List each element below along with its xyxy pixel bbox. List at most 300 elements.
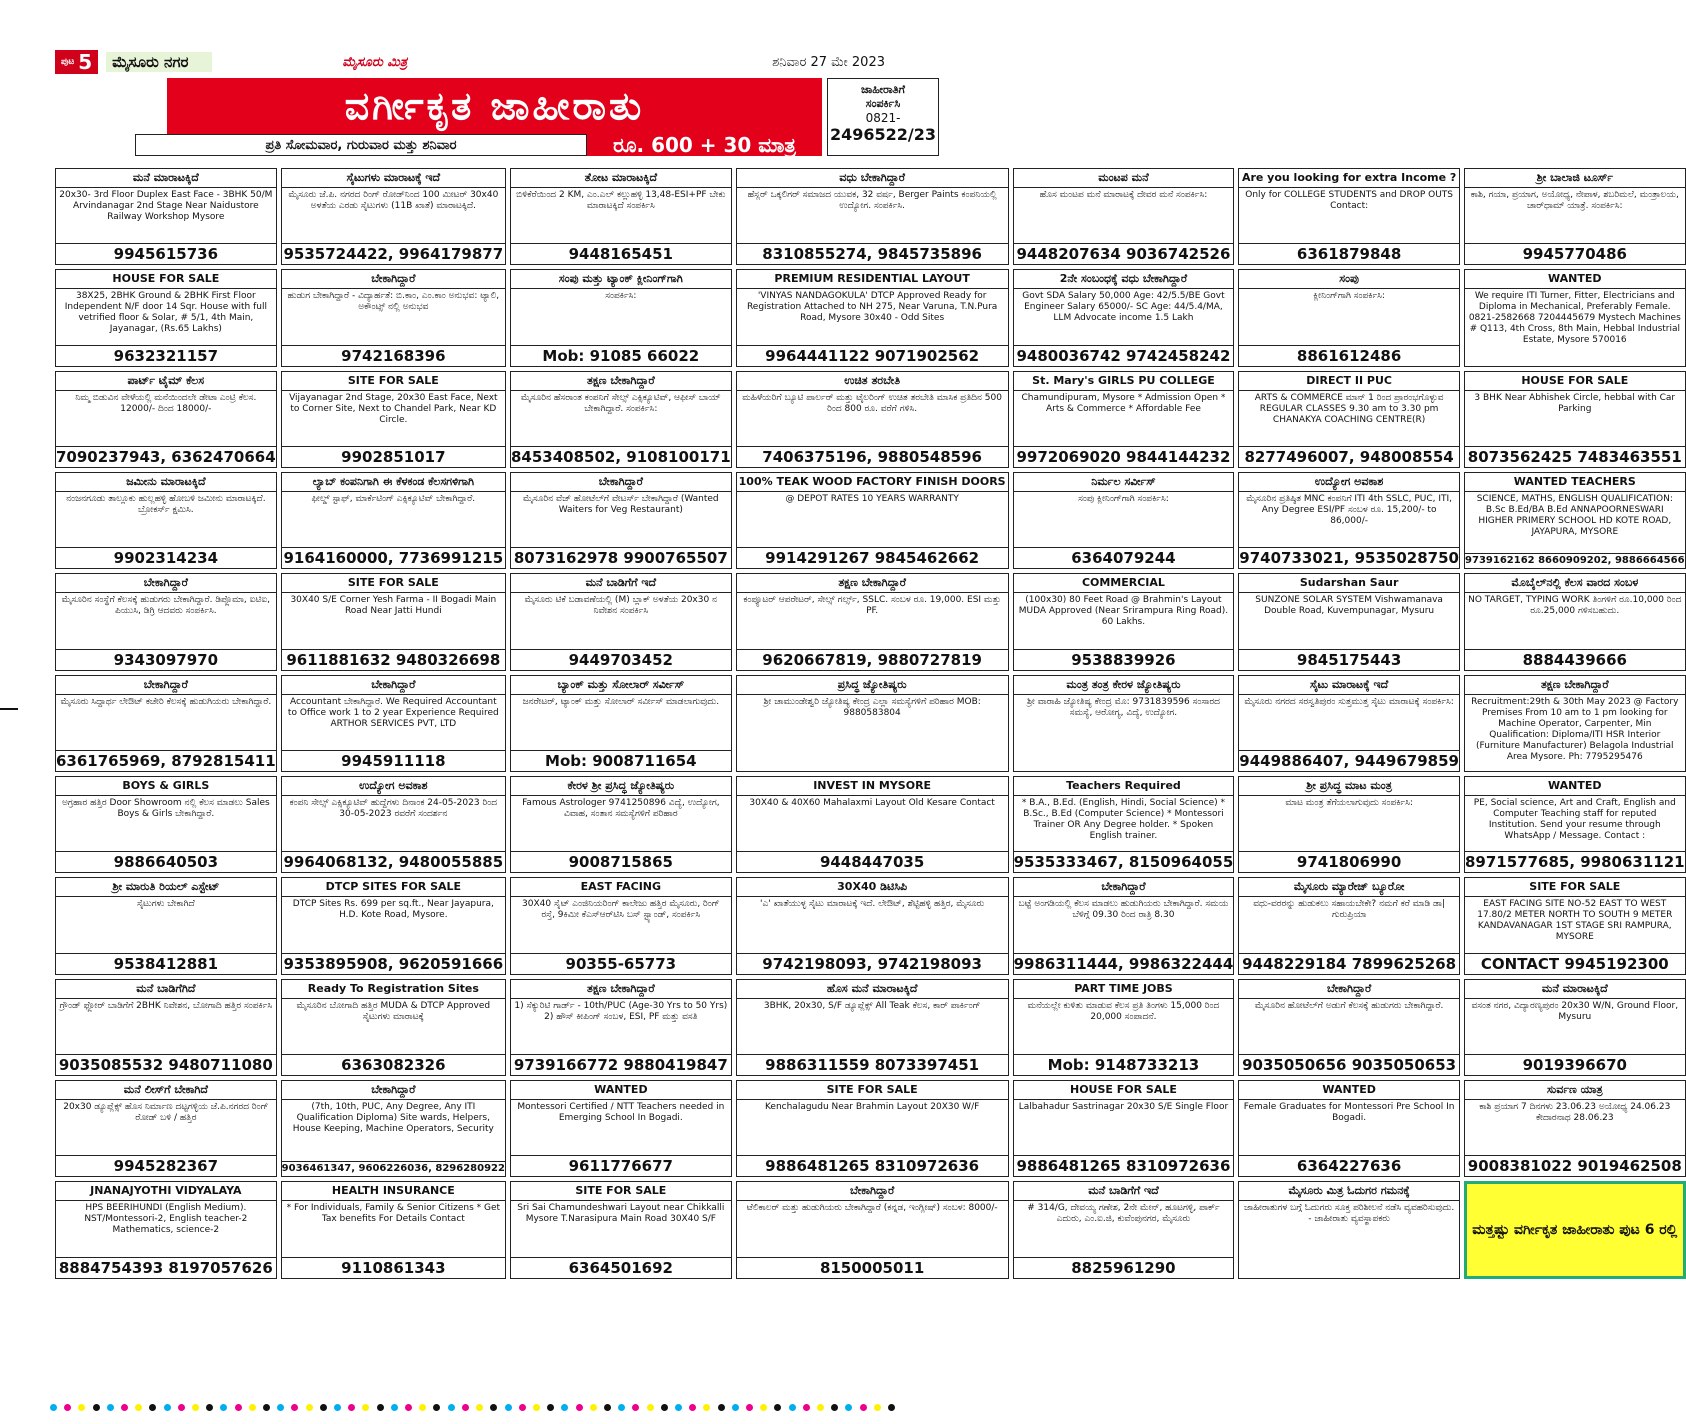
ad-phone: 9035085532 9480711080 — [56, 1054, 276, 1075]
registration-dot — [774, 1404, 781, 1411]
classified-ads-grid — [55, 168, 1685, 1380]
classified-ad — [510, 1181, 732, 1278]
ad-heading: ತಕ್ಷಣ ಬೇಕಾಗಿದ್ದಾರೆ — [511, 980, 731, 999]
ad-heading: ಮನೆ ಬಾಡಿಗೆಗೆ ಇದೆ — [511, 574, 731, 593]
classified-ad — [736, 1080, 1009, 1177]
classified-ad — [1238, 675, 1460, 772]
ad-body: ಕಂಪನಿ ಸೇಲ್ಸ್ ಎಕ್ಸಿಕ್ಯೂಟಿವ್ ಹುದ್ದೆಗಳು ದಿನಾಂಕ 24-05-2023 ರಿಂದ 30-05-2023 ರವರೆಗೆ ಸಂದರ್ಶನ — [289, 798, 498, 819]
paper-name: ಮೈಸೂರು ಮಿತ್ರ — [342, 54, 408, 70]
ad-body: ಜನರೇಟರ್, ಟ್ಯಾಂಕ್ ಮತ್ತು ಸೋಲಾರ್ ಸರ್ವೀಸ್ ಮಾಡಲಾಗುವುದು. — [522, 696, 720, 707]
classified-ad — [736, 573, 1009, 670]
ad-body: Lalbahadur Sastrinagar 20x30 S/E Single Floor — [1018, 1102, 1229, 1112]
contact-line-1: ಜಾಹೀರಾತಿಗೆ — [861, 83, 905, 96]
registration-dot — [845, 1404, 852, 1411]
registration-dot — [689, 1404, 696, 1411]
ad-heading: Sudarshan Saur — [1239, 574, 1459, 593]
ad-body: ವಸಂತ ನಗರ, ವಿದ್ಯಾರಣ್ಯಪುರಂ 20x30 W/N, Ground Floor, Mysuru — [1471, 1000, 1679, 1022]
ad-phone: 9964441122 9071902562 — [737, 345, 1008, 366]
registration-dot — [419, 1404, 426, 1411]
classified-ad — [55, 1181, 277, 1278]
classified-ad — [55, 979, 277, 1076]
ad-phone: 9742198093, 9742198093 — [737, 953, 1008, 974]
page-number: 5 — [78, 50, 93, 74]
ad-phone: 9448447035 — [737, 851, 1008, 872]
classified-ad — [1238, 168, 1460, 265]
classified-ad — [1013, 573, 1235, 670]
ad-phone: 6363082326 — [282, 1054, 505, 1075]
ad-body: SUNZONE SOLAR SYSTEM Vishwamanava Double Road, Kuvempunagar, Mysuru — [1255, 595, 1443, 617]
ad-body: ಟೆಲಿಕಾಲರ್ ಮತ್ತು ಹುಡುಗಿಯರು ಬೇಕಾಗಿದ್ದಾರೆ (ಕನ್ನಡ, ಇಂಗ್ಲೀಷ್) ಸಂಬಳ: 8000/- — [746, 1203, 998, 1214]
ad-heading: ತಕ್ಷಣ ಬೇಕಾಗಿದ್ದಾರೆ — [737, 574, 1008, 593]
registration-dot — [220, 1404, 227, 1411]
classified-ad — [1464, 877, 1686, 974]
ad-heading: ಮನೆ ಬಾಡಿಗೆಗಿದೆ — [56, 980, 276, 999]
ad-phone: 9110861343 — [282, 1257, 505, 1278]
registration-dot — [405, 1404, 412, 1411]
page-number-badge — [55, 50, 98, 74]
ad-body: ನಂಜನಗೂಡು ತಾಲ್ಲೂಕು ಹುಲ್ಲಹಳ್ಳಿ ಹೋಬಳಿ ಜಮೀನು ಮಾರಾಟಕ್ಕಿದೆ. ಬ್ರೋಕರ್ಸ್ ಕ್ಷಮಿಸಿ. — [66, 494, 266, 515]
contact-line-3: 0821- — [865, 111, 901, 125]
classified-ad — [1464, 168, 1686, 265]
ad-heading: ಸೈಟುಗಳು ಮಾರಾಟಕ್ಕೆ ಇದೆ — [282, 169, 505, 188]
classified-ad — [1464, 371, 1686, 468]
ad-heading: ಪ್ರಸಿದ್ಧ ಜ್ಯೋತಿಷ್ಯರು — [737, 676, 1008, 695]
registration-dot — [675, 1404, 682, 1411]
classified-ad — [281, 776, 506, 873]
registration-dot — [149, 1404, 156, 1411]
ad-phone: 8825961290 — [1014, 1257, 1234, 1278]
ad-phone: 9448207634 9036742526 — [1014, 243, 1234, 264]
ad-phone: 9914291267 9845462662 — [737, 547, 1008, 568]
classified-ad — [1238, 776, 1460, 873]
registration-dot — [277, 1404, 284, 1411]
ad-phone: 9538412881 — [56, 953, 276, 974]
ad-phone: 9886311559 8073397451 — [737, 1054, 1008, 1075]
registration-dot — [192, 1404, 199, 1411]
contact-box — [827, 78, 939, 156]
classified-ad — [1464, 979, 1686, 1076]
ad-phone: 7406375196, 9880548596 — [737, 446, 1008, 467]
classified-ad — [1013, 371, 1235, 468]
classified-ad — [1464, 472, 1686, 569]
classified-ad — [736, 1181, 1009, 1278]
registration-dot — [576, 1404, 583, 1411]
ad-heading: HOUSE FOR SALE — [1014, 1081, 1234, 1100]
ad-body: Montessori Certified / NTT Teachers needed in Emerging School In Bogadi. — [517, 1102, 725, 1123]
classified-ad — [1013, 675, 1235, 772]
ad-heading: ತಕ್ಷಣ ಬೇಕಾಗಿದ್ದಾರೆ — [511, 372, 731, 391]
ad-heading: ಕೇರಳ ಶ್ರೀ ಪ್ರಸಿದ್ಧ ಜ್ಯೋತಿಷ್ಯರು — [511, 777, 731, 796]
ad-phone: 8073162978 9900765507 — [511, 547, 731, 568]
ad-body: * B.A., B.Ed. (English, Hindi, Social Science) * B.Sc., B.Ed (Computer Science) * Montessori Trainer OR Any Degree holder. * Spoken English trainer. — [1021, 798, 1225, 841]
registration-dot — [831, 1404, 838, 1411]
registration-dot — [618, 1404, 625, 1411]
ad-heading: ಬೇಕಾಗಿದ್ದಾರೆ — [511, 473, 731, 492]
ad-phone: 9035050656 9035050653 — [1239, 1054, 1459, 1075]
page-header — [55, 50, 885, 74]
ad-phone: 9448229184 7899625268 — [1239, 953, 1459, 974]
ad-body: ಶ್ರೀ ವಾರಾಹಿ ಜ್ಯೋತಿಷ್ಯ ಕೇಂದ್ರ ಮೊ: 9731839596 ಸಂಸಾರದ ಸಮಸ್ಯೆ, ಆರೋಗ್ಯ, ವಿದ್ಯೆ, ಉದ್ಯೋಗ. — [1026, 696, 1220, 718]
ad-phone: 9972069020 9844144232 — [1014, 446, 1234, 467]
ad-heading: ಬೇಕಾಗಿದ್ದಾರೆ — [737, 1182, 1008, 1201]
ad-body: ಮೈಸೂರು ಟಿಕೆ ಬಡಾವಣೆಯಲ್ಲಿ (M) ಬ್ಲಾಕ್ ಅಳತೆಯ 20x30 ನ ನಿವೇಶನ ಸಂಪರ್ಕಿಸಿ — [524, 595, 718, 617]
ad-heading: ಲ್ಯಾಬ್ ಕಂಪನಿಗಾಗಿ ಈ ಕೆಳಕಂಡ ಕೆಲಸಗಳಿಗಾಗಿ — [282, 473, 505, 492]
ad-phone: 9902851017 — [282, 446, 505, 467]
ad-phone: 6364079244 — [1014, 547, 1234, 568]
classified-ad — [55, 675, 277, 772]
registration-dot — [362, 1404, 369, 1411]
ad-phone: 8277496007, 948008554 — [1239, 446, 1459, 467]
ad-heading: WANTED — [511, 1081, 731, 1100]
ad-phone: 8884439666 — [1465, 649, 1685, 670]
ad-phone: 9739166772 9880419847 — [511, 1054, 731, 1075]
ad-heading: EAST FACING — [511, 878, 731, 897]
classified-ad — [510, 269, 732, 366]
ad-phone: 9964068132, 9480055885 — [283, 853, 504, 872]
registration-dot — [78, 1404, 85, 1411]
ad-body: Female Graduates for Montessori Pre School In Bogadi. — [1243, 1102, 1455, 1123]
ad-phone: 9480036742 9742458242 — [1014, 345, 1234, 366]
ad-heading: SITE FOR SALE — [737, 1081, 1008, 1100]
ad-body: ಮಾಟ ಮಂತ್ರ ತೆಗೆಯಲಾಗುವುದು ಸಂಪರ್ಕಿಸಿ: — [1285, 798, 1413, 808]
classified-ad — [1013, 979, 1235, 1076]
classified-ad — [55, 776, 277, 873]
registration-dot — [433, 1404, 440, 1411]
ad-phone: 6364501692 — [511, 1257, 731, 1278]
ad-phone: 9538839926 — [1014, 649, 1234, 670]
ad-heading: WANTED — [1239, 1081, 1459, 1100]
ad-heading: ಮನೆ ಲೀಸ್‌ಗೆ ಬೇಕಾಗಿದೆ — [56, 1081, 276, 1100]
ad-body: ಮೈಸೂರು ಸಿದ್ದಾರ್ಥ ಲೇಔಟ್ ಕಚೇರಿ ಕೆಲಸಕ್ಕೆ ಹುಡುಗಿಯರು ಬೇಕಾಗಿದ್ದಾರೆ. — [60, 696, 272, 707]
ad-phone: 9740733021, 9535028750 — [1239, 549, 1459, 568]
ad-phone: 9019396670 — [1465, 1054, 1685, 1075]
registration-dot — [476, 1404, 483, 1411]
classified-ad — [281, 979, 506, 1076]
ad-heading: JNANAJYOTHI VIDYALAYA — [56, 1182, 276, 1201]
classified-ad — [1238, 371, 1460, 468]
ad-heading: SITE FOR SALE — [282, 372, 505, 391]
registration-dot — [164, 1404, 171, 1411]
ad-body: Chamundipuram, Mysore * Admission Open * Arts & Commerce * Affordable Fee — [1021, 392, 1226, 414]
registration-dot — [888, 1404, 895, 1411]
ad-heading: ತಕ್ಷಣ ಬೇಕಾಗಿದ್ದಾರೆ — [1465, 676, 1685, 695]
classified-ad — [55, 1080, 277, 1177]
ad-heading: ಮನೆ ಮಾರಾಟಕ್ಕಿದೆ — [56, 169, 276, 188]
ad-heading: DIRECT II PUC — [1239, 372, 1459, 391]
ad-body: (7th, 10th, PUC, Any Degree, Any ITI Qualification Diploma) Site wards, Helpers, House Keeping, Machine Operators, Security — [292, 1102, 494, 1134]
classified-ad — [281, 168, 506, 265]
classified-ad — [510, 979, 732, 1076]
ad-heading: ಮನೆ ಮಾರಾಟಕ್ಕಿದೆ — [1465, 980, 1685, 999]
ad-phone: 9739162162 8660909202, 9886664566 — [1465, 555, 1685, 567]
registration-dot — [760, 1404, 767, 1411]
registration-dot — [306, 1404, 313, 1411]
classified-ad — [510, 472, 732, 569]
registration-dot — [490, 1404, 497, 1411]
classified-ad — [55, 269, 277, 366]
ad-body: ಬಿಳಿಕೆರೆಯಿಂದ 2 KM, ಎಂ.ಎಲ್ ಕಲ್ಲುಹಳ್ಳಿ 13,48-ESI+PF ಬೇಕು ಮಾರಾಟಕ್ಕಿದೆ ಸಂಪರ್ಕಿಸಿ — [516, 190, 726, 211]
ad-heading: ಬೇಕಾಗಿದ್ದಾರೆ — [56, 676, 276, 695]
registration-dot — [505, 1404, 512, 1411]
ad-phone: 6361765969, 8792815411 — [56, 752, 276, 770]
ad-body: We require ITI Turner, Fitter, Electricians and Diploma in Mechanical, Preferably Female. 0821-2582668 7204445679 Mystech Machines # Q113, 4th Cross, 8th Main, Hebbal Industrial Estate, Mysore 570016 — [1468, 291, 1681, 346]
classified-ad — [736, 269, 1009, 366]
ad-heading: ಸಂಪು ಮತ್ತು ಟ್ಯಾಂಕ್ ಕ್ಲೀನಿಂಗ್‌ಗಾಗಿ — [511, 270, 731, 289]
ad-heading: PREMIUM RESIDENTIAL LAYOUT — [737, 270, 1008, 289]
ad-phone: 9886481265 8310972636 — [737, 1155, 1008, 1176]
classified-ad — [281, 269, 506, 366]
page-label: ಪುಟ — [61, 57, 75, 67]
ad-heading: ಬೇಕಾಗಿದ್ದಾರೆ — [56, 574, 276, 593]
ad-body: ಮೈಸೂರಿನ ಸಂಸ್ಥೆಗೆ ಕೆಲಸಕ್ಕೆ ಹುಡುಗರು ಬೇಕಾಗಿದ್ದಾರೆ. ಡಿಪ್ಲೊಮಾ, ಐಟಿಐ, ಪಿಯುಸಿ, ಡಿಗ್ರಿ ಆದವರು ಸಂಪರ್ಕಿಸಿ. — [61, 595, 270, 617]
ad-body: 3BHK, 20x30, S/F ಡ್ಯೂಪ್ಲೆಕ್ಸ್ All Teak ಕೆಲಸ, ಕಾರ್ ಪಾರ್ಕಿಂಗ್ — [763, 1000, 981, 1011]
ad-body: Kenchalagudu Near Brahmin Layout 20X30 W/F — [764, 1102, 980, 1112]
registration-dot — [64, 1404, 71, 1411]
classified-ad — [510, 371, 732, 468]
registration-dot — [533, 1404, 540, 1411]
registration-dot — [206, 1404, 213, 1411]
ad-phone: Mob: 91085 66022 — [511, 345, 731, 366]
banner-price: ರೂ. 600 + 30 ಮಾತ್ರ — [587, 134, 822, 156]
ad-body: 38X25, 2BHK Ground & 2BHK First Floor Independent N/F door 14 Sqr. House with full vetrified floor & Solar, # 5/1, 4th Main, Jayanagar, (Rs.65 Lakhs) — [64, 291, 267, 335]
ad-heading: ಮಂತ್ರ ತಂತ್ರ ಕೇರಳ ಜ್ಯೋತಿಷ್ಯರು — [1014, 676, 1234, 695]
ad-heading: ಶ್ರೀ ಪ್ರಸಿದ್ಧ ಮಾಟ ಮಂತ್ರ — [1239, 777, 1459, 796]
ad-body: HPS BEERIHUNDI (English Medium). NST/Montessori-2, English teacher-2 Mathematics, science-2 — [84, 1203, 248, 1236]
classified-ad — [1464, 1181, 1686, 1278]
ad-phone: 9343097970 — [56, 649, 276, 670]
ad-body: Accountant ಬೇಕಾಗಿದ್ದಾರೆ. We Required Accountant to Office work 1 to 2 year Experience Required ARTHOR SERVICES PVT, LTD — [287, 696, 499, 729]
classified-ad — [736, 168, 1009, 265]
ad-body: PE, Social science, Art and Craft, English and Computer Teaching staff for reputed Institution. Send your resume through WhatsApp / Message. Contact : — [1473, 798, 1676, 841]
ad-phone: 8310855274, 9845735896 — [737, 243, 1008, 264]
registration-dot — [632, 1404, 639, 1411]
ad-phone: 9945282367 — [56, 1155, 276, 1176]
classified-ad — [55, 573, 277, 670]
classified-ad — [1238, 877, 1460, 974]
ad-heading: ಬೇಕಾಗಿದ್ದಾರೆ — [282, 676, 505, 695]
ad-phone: 9008715865 — [511, 851, 731, 872]
registration-dot — [377, 1404, 384, 1411]
ad-phone: 90355-65773 — [511, 953, 731, 974]
ad-body: @ DEPOT RATES 10 YEARS WARRANTY — [785, 494, 959, 504]
ad-body: Sri Sai Chamundeshwari Layout near Chikkalli Mysore T.Narasipura Main Road 30X40 S/F — [517, 1203, 725, 1225]
ad-phone: 6364227636 — [1239, 1155, 1459, 1176]
ad-body: ಮೈಸೂರಿನ ಬೋಗಾದಿ ಹತ್ತಿರ MUDA & DTCP Approved ಸೈಟುಗಳು ಮಾರಾಟಕ್ಕೆ — [296, 1000, 491, 1022]
registration-dot — [263, 1404, 270, 1411]
ad-heading: ಶ್ರೀ ಬಾಲಾಜಿ ಟೂರ್ಸ್ — [1465, 169, 1685, 188]
classified-ad — [55, 168, 277, 265]
classified-ad — [1464, 675, 1686, 772]
classified-ad — [736, 877, 1009, 974]
registration-dot — [647, 1404, 654, 1411]
ad-phone: 9611776677 — [511, 1155, 731, 1176]
ad-heading: BOYS & GIRLS — [56, 777, 276, 796]
registration-dot — [661, 1404, 668, 1411]
classified-ad — [1013, 269, 1235, 366]
registration-dot — [291, 1404, 298, 1411]
classified-ad — [736, 675, 1009, 772]
classified-ad — [510, 776, 732, 873]
ad-body: ಹೊಸ ಮಂಟಪ ಮನೆ ಮಾರಾಟಕ್ಕೆ ದೇವರ ಮನೆ ಸಂಪರ್ಕಿಸಿ: — [1039, 190, 1208, 200]
ad-body: 20x30 ಡ್ಯೂಪ್ಲೆಕ್ಸ್ ಹೊಸ ನಿರ್ಮಾಣ ದಟ್ಟಗಳ್ಳಿಯ ಜೆ.ಪಿ.ನಗರದ ರಿಂಗ್ ರೋಡ್ ಬಳಿ / ಹತ್ತಿರ — [63, 1102, 269, 1123]
registration-dot — [519, 1404, 526, 1411]
classified-ad — [510, 168, 732, 265]
ad-body: # 314/G, ದೇವಯ್ಯ ಗಣೇಶ, 2ನೇ ಮೇನ್, ಹೂಟಗಳ್ಳಿ, ಪಾರ್ಕ್ ಎದುರು, ಎಂ.ಐ.ಜಿ, ಕುವೆಂಪುನಗರ, ಮೈಸೂರು — [1027, 1203, 1220, 1225]
ad-heading: PART TIME JOBS — [1014, 980, 1234, 999]
classified-ad — [1238, 573, 1460, 670]
classified-ad — [1464, 573, 1686, 670]
registration-dot — [93, 1404, 100, 1411]
registration-dot — [860, 1404, 867, 1411]
ad-heading: 100% TEAK WOOD FACTORY FINISH DOORS — [737, 473, 1008, 492]
ad-heading: HEALTH INSURANCE — [282, 1182, 505, 1201]
ad-heading: HOUSE FOR SALE — [1465, 372, 1685, 391]
ad-heading: St. Mary's GIRLS PU COLLEGE — [1014, 372, 1234, 391]
classified-ad — [1013, 877, 1235, 974]
ad-body: SCIENCE, MATHS, ENGLISH QUALIFICATION: B.Sc B.Ed/BA B.Ed ANNAPOORNESWARI HIGHER PRIMERY SCHOOL HD KOTE ROAD, JAYAPURA, MYSORE — [1476, 494, 1673, 537]
ad-phone: 9741806990 — [1239, 851, 1459, 872]
ad-heading: WANTED — [1465, 270, 1685, 289]
ad-phone: 9886640503 — [56, 851, 276, 872]
ad-heading: ಸುರ್ವಣ ಯಾತ್ರ — [1465, 1081, 1685, 1100]
ad-heading: SITE FOR SALE — [511, 1182, 731, 1201]
ad-phone: 9353895908, 9620591666 — [283, 954, 504, 973]
classified-ad — [1464, 1080, 1686, 1177]
ad-body: ARTS & COMMERCE ಮಾನ್ 1 ರಿಂದ ಪ್ರಾರಂಭಗೊಳ್ಳುವ REGULAR CLASSES 9.30 am to 3.30 pm CHANAKYA COACHING CENTRE(R) — [1254, 392, 1444, 425]
ad-phone: 9164160000, 7736991215 — [283, 549, 504, 568]
ad-body: ಫೀಲ್ಡ್ ಸ್ಟಾಫ್, ಮಾರ್ಕೆಟಿಂಗ್ ಎಕ್ಸಿಕ್ಯೂಟಿವ್ ಬೇಕಾಗಿದ್ದಾರೆ. — [311, 494, 476, 504]
registration-dot — [817, 1404, 824, 1411]
ad-phone: CONTACT 9945192300 — [1465, 953, 1685, 974]
registration-dot — [547, 1404, 554, 1411]
ad-body: 30X40 ಸೈಟ್ ಎಂಜಿನಿಯರಿಂಗ್ ಕಾಲೇಜು ಹತ್ತಿರ ಮೈಸೂರು, ರಿಂಗ್ ರಸ್ತೆ, 9ಕಿಮೀ ಕೆಎಸ್‌ಆರ್‌ಟಿಸಿ ಬಸ್ ಸ್ಟ್ಯಾಂಡ್, ಸಂಪರ್ಕಿಸಿ — [522, 899, 720, 921]
ad-phone: 9008381022 9019462508 — [1465, 1155, 1685, 1176]
ad-body: (100x30) 80 Feet Road @ Brahmin's Layout MUDA Approved (Near Srirampura Ring Road). 60 Lakhs. — [1018, 595, 1229, 628]
ad-heading: ಬೇಕಾಗಿದ್ದಾರೆ — [1239, 980, 1459, 999]
classified-ad — [1464, 269, 1686, 366]
registration-dot — [789, 1404, 796, 1411]
registration-dot — [803, 1404, 810, 1411]
registration-dot — [121, 1404, 128, 1411]
ad-heading: WANTED TEACHERS — [1465, 473, 1685, 492]
ad-phone: 9036461347, 9606226036, 8296280922 — [281, 1163, 505, 1175]
registration-dot — [320, 1404, 327, 1411]
ad-heading: ಬ್ಯಾಂಕ್ ಮತ್ತು ಸೋಲಾರ್ ಸರ್ವೀಸ್ — [511, 676, 731, 695]
registration-dot — [703, 1404, 710, 1411]
classified-ad — [1013, 1181, 1235, 1278]
ad-phone: 6361879848 — [1239, 243, 1459, 264]
classified-ad — [736, 979, 1009, 1076]
ad-phone: 9449886407, 9449679859 — [1239, 752, 1459, 770]
ad-heading: ಸೈಟು ಮಾರಾಟಕ್ಕೆ ಇದೆ — [1239, 676, 1459, 695]
ad-heading: SITE FOR SALE — [1465, 878, 1685, 897]
ad-body: DTCP Sites Rs. 699 per sq.ft., Near Jayapura, H.D. Kote Road, Mysore. — [292, 899, 494, 921]
registration-dot — [334, 1404, 341, 1411]
ad-heading: WANTED — [1465, 777, 1685, 796]
ad-heading: ತೋಟ ಮಾರಾಟಕ್ಕಿದೆ — [511, 169, 731, 188]
ad-heading: ಪಾರ್ಟ್ ಟೈಮ್ ಕೆಲಸ — [56, 372, 276, 391]
ad-heading: ಜಮೀನು ಮಾರಾಟಕ್ಕಿದೆ — [56, 473, 276, 492]
ad-body: 3 BHK Near Abhishek Circle, hebbal with Car Parking — [1474, 392, 1676, 414]
ad-heading: ಮಂಟಪ ಮನೆ — [1014, 169, 1234, 188]
ad-phone: 9448165451 — [511, 243, 731, 264]
ad-heading: INVEST IN MYSORE — [737, 777, 1008, 796]
ad-heading: ಉದ್ಯೋಗ ಅವಕಾಶ — [1239, 473, 1459, 492]
registration-dot — [107, 1404, 114, 1411]
ad-body: ಮೈಸೂರು ನಗರದ ಸರಸ್ವತಿಪುರಂ ಸುತ್ತಮುತ್ತ ಸೈಟು ಮಾರಾಟಕ್ಕೆ ಸಂಪರ್ಕಿಸಿ: — [1244, 696, 1454, 707]
ad-body: ಕ್ಲೀನಿಂಗ್‌ಗಾಗಿ ಸಂಪರ್ಕಿಸಿ: — [1313, 291, 1385, 302]
registration-dot — [874, 1404, 881, 1411]
ad-body: ನಿಮ್ಮ ಬಿಡುವಿನ ವೇಳೆಯಲ್ಲಿ ಮನೆಯಿಂದಲೇ ಡೇಟಾ ಎಂಟ್ರಿ ಕೆಲಸ. 12000/- ದಿಂದ 18000/- — [75, 392, 257, 414]
registration-dot — [604, 1404, 611, 1411]
ad-phone: 9886481265 8310972636 — [1014, 1155, 1234, 1176]
classified-ad — [55, 877, 277, 974]
issue-date: ಶನಿವಾರ 27 ಮೇ 2023 — [772, 54, 885, 70]
ad-phone: 8453408502, 9108100171 — [510, 448, 731, 466]
ad-heading: Ready To Registration Sites — [282, 980, 505, 999]
ad-body: ಸೈಟುಗಳು ಬೇಕಾಗಿದೆ — [136, 899, 195, 910]
classified-ad — [55, 472, 277, 569]
ad-body: ಸಂಪು ಕ್ಲೀನಿಂಗ್‌ಗಾಗಿ ಸಂಪರ್ಕಿಸಿ: — [1078, 494, 1169, 504]
registration-dot — [235, 1404, 242, 1411]
ad-phone: 9945615736 — [56, 243, 276, 264]
ad-phone: 9611881632 9480326698 — [282, 649, 505, 670]
ad-phone: 8073562425 7483463551 — [1465, 446, 1685, 467]
contact-line-2: ಸಂಪರ್ಕಿಸಿ — [865, 97, 901, 110]
ad-heading: ಬೇಕಾಗಿದ್ದಾರೆ — [1014, 878, 1234, 897]
ad-heading: 30X40 ಡಿಟಿಸಿಪಿ — [737, 878, 1008, 897]
ad-body: ಸಂಪರ್ಕಿಸಿ: — [605, 291, 637, 302]
ad-phone: 9632321157 — [56, 345, 276, 366]
ad-phone: 8971577685, 9980631121 — [1464, 853, 1685, 872]
ad-phone: 9986311444, 9986322444 — [1013, 954, 1234, 973]
registration-dot — [391, 1404, 398, 1411]
classified-ad — [1238, 1080, 1460, 1177]
classified-ad — [510, 877, 732, 974]
ad-phone: 8150005011 — [737, 1257, 1008, 1278]
classified-ad — [510, 1080, 732, 1177]
ad-phone: 9449703452 — [511, 649, 731, 670]
registration-dot — [448, 1404, 455, 1411]
registration-dot — [462, 1404, 469, 1411]
ad-body: ಮಹಿಳೆಯರಿಗೆ ಬ್ಯೂಟಿ ಪಾರ್ಲರ್ ಮತ್ತು ಟೈಲರಿಂಗ್ ಉಚಿತ ತರಬೇತಿ ಮಾಸಿಕ ಪ್ರತಿದಿನ 500 ರಿಂದ 800 ರೂ. ವರೆಗೆ ಗಳಿಸಿ. — [742, 392, 1002, 414]
classified-ad — [1238, 979, 1460, 1076]
classified-ad — [510, 675, 732, 772]
ad-heading: ಮನೆ ಬಾಡಿಗೆಗೆ ಇದೆ — [1014, 1182, 1234, 1201]
ad-body: ಜಾಹೀರಾತುಗಳ ಬಗ್ಗೆ ಓದುಗರು ಸೂಕ್ತ ಪರಿಶೀಲನೆ ನಡೆಸಿ ವ್ಯವಹರಿಸುವುದು. - ಜಾಹೀರಾತು ವ್ಯವಸ್ಥಾಪಕರು — [1243, 1203, 1455, 1225]
ad-heading: HOUSE FOR SALE — [56, 270, 276, 289]
ad-body: ಗ್ರೌಂಡ್ ಫ್ಲೋರ್ ಬಾಡಿಗೆಗೆ 2BHK ನಿವೇಶನ, ಬೋಗಾದಿ ಹತ್ತಿರ ಸಂಪರ್ಕಿಸಿ — [59, 1000, 273, 1011]
ad-body: ಅಗ್ರಹಾರ ಹತ್ತಿರ Door Showroom ನಲ್ಲಿ ಕೆಲಸ ಮಾಡಲು Sales Boys & Girls ಬೇಕಾಗಿದ್ದಾರೆ. — [61, 798, 270, 819]
ad-phone: 9845175443 — [1239, 649, 1459, 670]
ad-heading: ಮೊಬೈಲ್‌ನಲ್ಲಿ ಕೆಲಸ ವಾರದ ಸಂಬಳ — [1465, 574, 1685, 593]
registration-dot — [50, 1404, 57, 1411]
ad-body: ಹುಡುಗ ಬೇಕಾಗಿದ್ದಾರೆ - ವಿದ್ಯಾರ್ಹತೆ: ಬಿ.ಕಾಂ, ಎಂ.ಕಾಂ ಅನುಭವ: ಟ್ಯಾಲಿ, ಅಕೌಂಟ್ಸ್ ನಲ್ಲಿ ಅನುಭವ — [287, 291, 500, 313]
ad-body: 'VINYAS NANDAGOKULA' DTCP Approved Ready for Registration Attached to NH 275, Near Varuna, T.N.Pura Road, Mysore 30x40 - Odd Sites — [746, 291, 998, 324]
ad-body: ಶ್ರೀ ಚಾಮುಂಡೇಶ್ವರಿ ಜ್ಯೋತಿಷ್ಯ ಕೇಂದ್ರ ಎಲ್ಲಾ ಸಮಸ್ಯೆಗಳಿಗೆ ಪರಿಹಾರ MOB: 9880583804 — [763, 696, 981, 718]
ad-heading: COMMERCIAL — [1014, 574, 1234, 593]
ad-heading: ಬೇಕಾಗಿದ್ದಾರೆ — [282, 270, 505, 289]
classified-ad — [736, 472, 1009, 569]
registration-dot — [561, 1404, 568, 1411]
ad-body: 20x30- 3rd Floor Duplex East Face - 3BHK 50/M Arvindanagar 2nd Stage Near Naidustore Railway Workshop Mysore — [59, 190, 273, 222]
ad-body: ಮನೆಯಲ್ಲೇ ಕುಳಿತು ಮಾಡುವ ಕೆಲಸ ಪ್ರತಿ ತಿಂಗಳು 15,000 ರಿಂದ 20,000 ಸಂಪಾದನೆ. — [1027, 1000, 1220, 1022]
ad-phone: Mob: 9008711654 — [511, 750, 731, 771]
ad-body: ಬಟ್ಟೆ ಅಂಗಡಿಯಲ್ಲಿ ಕೆಲಸ ಮಾಡಲು ಹುಡುಗಿಯರು ಬೇಕಾಗಿದ್ದಾರೆ. ಸಮಯ ಬೆಳಿಗ್ಗೆ 09.30 ರಿಂದ ರಾತ್ರಿ 8.30 — [1018, 899, 1229, 921]
ad-phone: 9535333467, 8150964055 — [1013, 853, 1234, 872]
registration-dots — [50, 1404, 895, 1414]
ad-heading: Teachers Required — [1014, 777, 1234, 796]
